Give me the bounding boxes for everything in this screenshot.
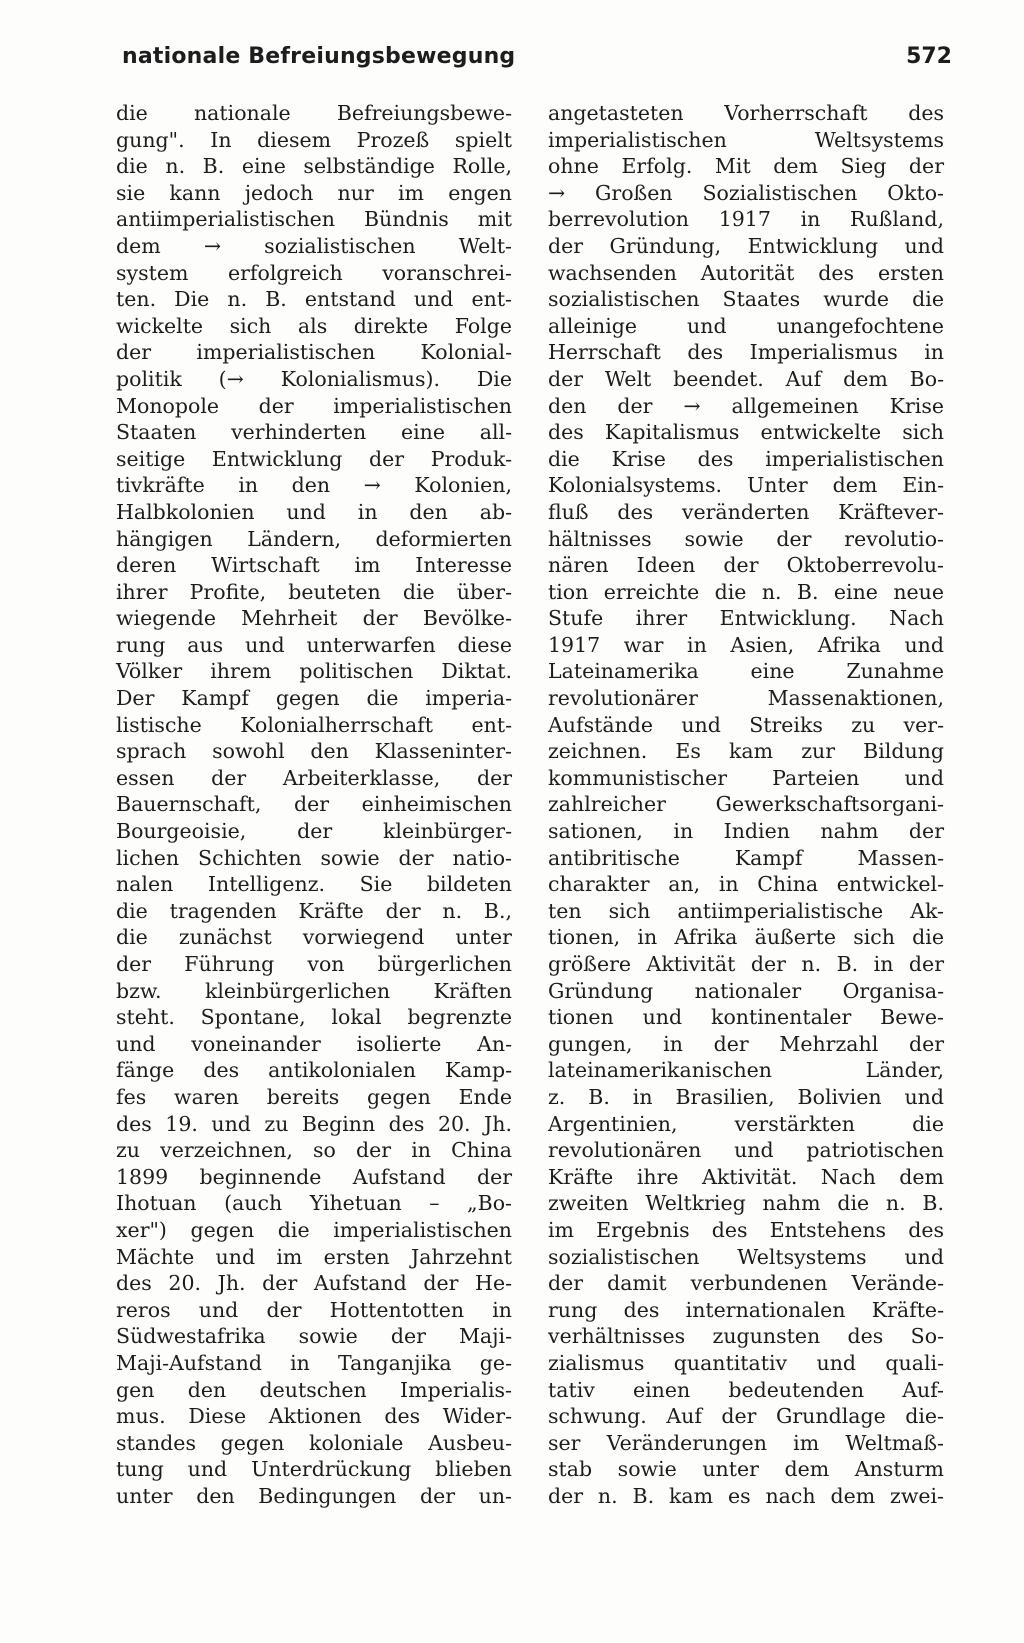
text-line: hältnisses sowie der revolutio-	[548, 526, 944, 551]
text-line: mus. Diese Aktionen des Wider-	[116, 1404, 512, 1429]
text-line: ihrer Profite, beuteten die über-	[116, 579, 512, 604]
text-line: lateinamerikanischen Länder,	[548, 1058, 944, 1083]
text-line: Der Kampf gegen die imperia-	[116, 686, 512, 711]
text-line: ten. Die n. B. entstand und ent-	[116, 287, 512, 312]
text-line: und voneinander isolierte An-	[116, 1031, 512, 1056]
text-line: zeichnen. Es kam zur Bildung	[548, 739, 944, 764]
text-line: politik (→ Kolonialismus). Die	[116, 366, 512, 391]
text-line: sie kann jedoch nur im engen	[116, 180, 512, 205]
text-line: fluß des veränderten Kräftever-	[548, 499, 944, 524]
text-line: wachsenden Autorität des ersten	[548, 260, 944, 285]
text-line: wickelte sich als direkte Folge	[116, 313, 512, 338]
text-line: der damit verbundenen Verände-	[548, 1271, 944, 1296]
text-line: sozialistischen Staates wurde die	[548, 287, 944, 312]
page-header	[122, 44, 952, 84]
text-line: die Krise des imperialistischen	[548, 446, 944, 471]
text-line: Gründung nationaler Organisa-	[548, 978, 944, 1003]
text-line: zu verzeichnen, so der in China	[116, 1138, 512, 1163]
text-line: verhältnisses zugunsten des So-	[548, 1324, 944, 1349]
text-line: der Welt beendet. Auf dem Bo-	[548, 366, 944, 391]
text-line: tion erreichte die n. B. eine neue	[548, 579, 944, 604]
text-line: der Führung von bürgerlichen	[116, 952, 512, 976]
text-line: Argentinien, verstärkten die	[548, 1111, 944, 1136]
text-line: deren Wirtschaft im Interesse	[116, 553, 512, 578]
text-line: der imperialistischen Kolonial-	[116, 340, 512, 365]
text-line: Lateinamerika eine Zunahme	[548, 659, 944, 684]
text-line: gen den deutschen Imperialis-	[116, 1377, 512, 1402]
text-line: seitige Entwicklung der Produk-	[116, 446, 512, 471]
text-line: Bourgeoisie, der kleinbürger-	[116, 819, 512, 844]
text-line: angetasteten Vorherrschaft des	[548, 101, 944, 125]
text-line: wiegende Mehrheit der Bevölke-	[116, 606, 512, 631]
text-line: der n. B. kam es nach dem zwei-	[548, 1483, 944, 1508]
text-line: schwung. Auf der Grundlage die-	[548, 1404, 944, 1429]
text-line: lichen Schichten sowie der natio-	[116, 845, 512, 870]
text-line: Herrschaft des Imperialismus in	[548, 340, 944, 365]
text-line: z. B. in Brasilien, Bolivien und	[548, 1084, 944, 1109]
text-line: reros und der Hottentotten in	[116, 1297, 512, 1322]
text-line: revolutionären und patriotischen	[548, 1138, 944, 1163]
text-line: imperialistischen Weltsystems	[548, 127, 944, 152]
page-number: 572	[906, 44, 952, 69]
text-line: Bauernschaft, der einheimischen	[116, 792, 512, 817]
text-line: essen der Arbeiterklasse, der	[116, 765, 512, 790]
text-line: zialismus quantitativ und quali-	[548, 1350, 944, 1375]
text-line: die tragenden Kräfte der n. B.,	[116, 898, 512, 923]
text-line: stab sowie unter dem Ansturm	[548, 1457, 944, 1482]
text-line: → Großen Sozialistischen Okto-	[548, 180, 944, 205]
text-line: Kolonialsystems. Unter dem Ein-	[548, 473, 944, 498]
text-line: die zunächst vorwiegend unter	[116, 925, 512, 950]
text-line: fänge des antikolonialen Kamp-	[116, 1058, 512, 1083]
text-line: ohne Erfolg. Mit dem Sieg der	[548, 154, 944, 179]
text-column-left	[116, 100, 512, 1509]
text-line: Ihotuan (auch Yihetuan – „Bo-	[116, 1191, 512, 1216]
text-line: system erfolgreich voranschrei-	[116, 260, 512, 285]
text-line: standes gegen koloniale Ausbeu-	[116, 1430, 512, 1455]
text-line: Staaten verhinderten eine all-	[116, 420, 512, 445]
text-line: kommunistischer Parteien und	[548, 765, 944, 790]
text-line: Monopole der imperialistischen	[116, 393, 512, 418]
text-line: listische Kolonialherrschaft ent-	[116, 712, 512, 737]
text-line: gungen, in der Mehrzahl der	[548, 1031, 944, 1056]
text-line: des Kapitalismus entwickelte sich	[548, 420, 944, 445]
text-line: 1899 beginnende Aufstand der	[116, 1164, 512, 1189]
text-line: des 20. Jh. der Aufstand der He-	[116, 1271, 512, 1296]
text-line: Halbkolonien und in den ab-	[116, 499, 512, 524]
text-line: tung und Unterdrückung blieben	[116, 1457, 512, 1482]
text-line: 1917 war in Asien, Afrika und	[548, 632, 944, 657]
text-line: revolutionärer Massenaktionen,	[548, 686, 944, 711]
text-line: antibritische Kampf Massen-	[548, 845, 944, 870]
text-line: ser Veränderungen im Weltmaß-	[548, 1430, 944, 1455]
text-line: Kräfte ihre Aktivität. Nach dem	[548, 1164, 944, 1189]
text-line: dem → sozialistischen Welt-	[116, 233, 512, 258]
text-line: alleinige und unangefochtene	[548, 313, 944, 338]
text-line: sprach sowohl den Klasseninter-	[116, 739, 512, 764]
text-line: Mächte und im ersten Jahrzehnt	[116, 1244, 512, 1269]
text-line: Aufstände und Streiks zu ver-	[548, 712, 944, 737]
text-line: zahlreicher Gewerkschaftsorgani-	[548, 792, 944, 817]
text-line: des 19. und zu Beginn des 20. Jh.	[116, 1111, 512, 1136]
text-line: der Gründung, Entwicklung und	[548, 233, 944, 258]
text-line: im Ergebnis des Entstehens des	[548, 1217, 944, 1242]
text-line: Völker ihrem politischen Diktat.	[116, 659, 512, 684]
text-line: sozialistischen Weltsystems und	[548, 1244, 944, 1269]
text-line: Stufe ihrer Entwicklung. Nach	[548, 606, 944, 631]
text-line: tionen und kontinentaler Bewe-	[548, 1005, 944, 1030]
text-column-right	[548, 100, 944, 1509]
text-line: rung aus und unterwarfen diese	[116, 632, 512, 657]
text-line: unter den Bedingungen der un-	[116, 1483, 512, 1508]
text-line: nären Ideen der Oktoberrevolu-	[548, 553, 944, 578]
text-line: Südwestafrika sowie der Maji-	[116, 1324, 512, 1349]
text-line: charakter an, in China entwickel-	[548, 872, 944, 897]
text-line: gung". In diesem Prozeß spielt	[116, 127, 512, 152]
running-head-title: nationale Befreiungsbewegung	[122, 44, 516, 69]
text-line: ten sich antiimperialistische Ak-	[548, 898, 944, 923]
text-line: antiimperialistischen Bündnis mit	[116, 207, 512, 232]
text-line: die n. B. eine selbständige Rolle,	[116, 154, 512, 179]
text-line: tativ einen bedeutenden Auf-	[548, 1377, 944, 1402]
text-line: rung des internationalen Kräfte-	[548, 1297, 944, 1322]
text-line: fes waren bereits gegen Ende	[116, 1084, 512, 1109]
text-line: xer") gegen die imperialistischen	[116, 1217, 512, 1242]
text-line: tivkräfte in den → Kolonien,	[116, 473, 512, 498]
text-line: nalen Intelligenz. Sie bildeten	[116, 872, 512, 897]
text-line: tionen, in Afrika äußerte sich die	[548, 925, 944, 950]
text-line: berrevolution 1917 in Rußland,	[548, 207, 944, 232]
text-line: steht. Spontane, lokal begrenzte	[116, 1005, 512, 1030]
text-line: die nationale Befreiungsbewe-	[116, 101, 512, 125]
text-line: zweiten Weltkrieg nahm die n. B.	[548, 1191, 944, 1216]
text-line: größere Aktivität der n. B. in der	[548, 952, 944, 976]
text-line: Maji-Aufstand in Tanganjika ge-	[116, 1350, 512, 1375]
text-line: sationen, in Indien nahm der	[548, 819, 944, 844]
text-line: hängigen Ländern, deformierten	[116, 526, 512, 551]
text-line: den der → allgemeinen Krise	[548, 393, 944, 418]
text-line: bzw. kleinbürgerlichen Kräften	[116, 978, 512, 1003]
